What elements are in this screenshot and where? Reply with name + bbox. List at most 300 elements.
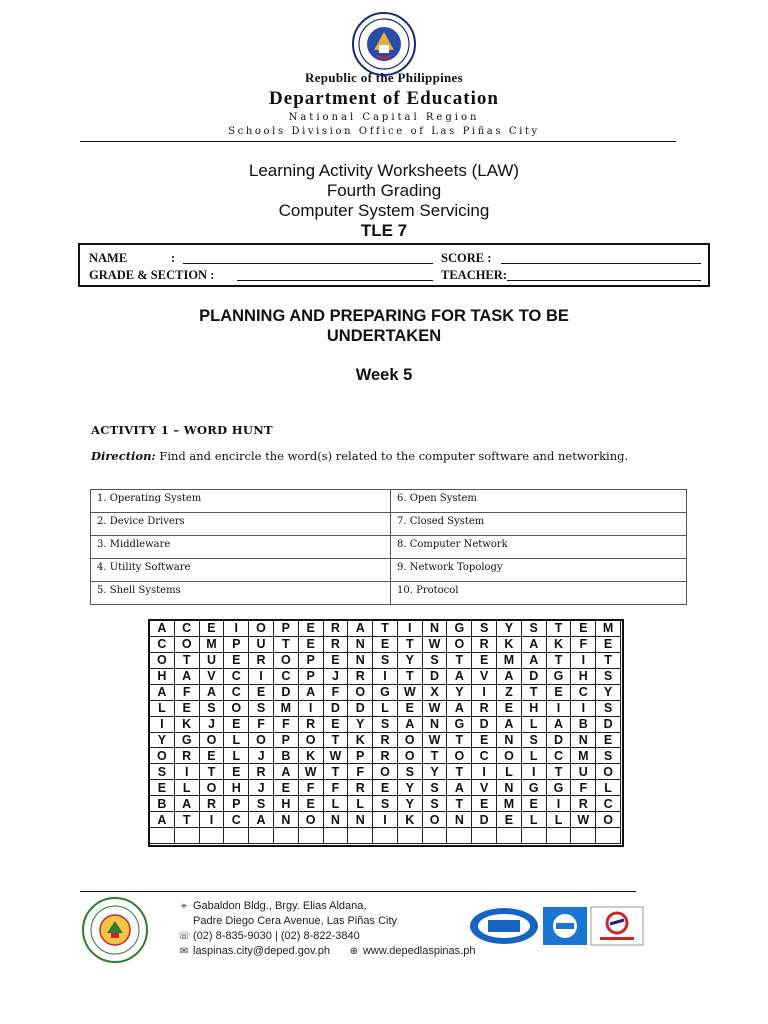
puzzle-letter[interactable]: N (497, 780, 522, 796)
puzzle-letter[interactable]: T (200, 764, 225, 780)
puzzle-letter[interactable]: M (274, 701, 299, 717)
puzzle-letter[interactable]: N (324, 812, 349, 828)
puzzle-letter[interactable]: G (447, 621, 472, 637)
puzzle-letter[interactable]: S (596, 669, 621, 685)
puzzle-letter[interactable]: T (447, 733, 472, 749)
direction-body: Find and encircle the word(s) related to the computer software and networking. (155, 449, 629, 463)
puzzle-letter[interactable]: R (571, 796, 596, 812)
puzzle-letter[interactable]: R (299, 717, 324, 733)
puzzle-letter[interactable]: F (299, 780, 324, 796)
puzzle-letter[interactable]: T (423, 748, 448, 764)
footer-divider (80, 891, 636, 892)
puzzle-letter[interactable]: C (547, 748, 572, 764)
puzzle-letter[interactable] (497, 828, 522, 844)
puzzle-letter[interactable]: S (596, 748, 621, 764)
puzzle-letter[interactable] (150, 828, 175, 844)
puzzle-letter[interactable]: A (175, 796, 200, 812)
puzzle-letter[interactable]: N (423, 621, 448, 637)
puzzle-letter[interactable]: V (472, 669, 497, 685)
name-colon: : (171, 251, 176, 265)
puzzle-letter[interactable]: F (249, 717, 274, 733)
puzzle-letter[interactable] (373, 828, 398, 844)
puzzle-letter[interactable]: Y (348, 717, 373, 733)
puzzle-letter[interactable]: E (324, 717, 349, 733)
deped-seal-logo (352, 12, 416, 76)
puzzle-letter[interactable]: C (224, 685, 249, 701)
puzzle-letter[interactable]: H (522, 701, 547, 717)
puzzle-letter[interactable]: D (274, 685, 299, 701)
word-list-row (91, 490, 687, 513)
puzzle-letter[interactable]: D (472, 717, 497, 733)
puzzle-letter[interactable]: E (299, 621, 324, 637)
puzzle-letter[interactable]: E (249, 685, 274, 701)
footer-contact (178, 899, 475, 959)
puzzle-letter[interactable]: E (299, 637, 324, 653)
puzzle-letter[interactable]: L (522, 717, 547, 733)
puzzle-letter[interactable]: J (249, 748, 274, 764)
puzzle-letter[interactable]: A (150, 621, 175, 637)
puzzle-letter[interactable]: T (547, 621, 572, 637)
puzzle-letter[interactable]: Y (398, 796, 423, 812)
puzzle-letter[interactable] (299, 828, 324, 844)
puzzle-letter[interactable]: V (472, 780, 497, 796)
puzzle-letter[interactable]: E (299, 796, 324, 812)
puzzle-letter[interactable]: U (249, 637, 274, 653)
puzzle-letter[interactable]: L (373, 701, 398, 717)
puzzle-letter[interactable]: E (596, 733, 621, 749)
puzzle-letter[interactable]: X (423, 685, 448, 701)
puzzle-letter[interactable]: E (200, 621, 225, 637)
puzzle-letter[interactable]: M (571, 748, 596, 764)
puzzle-letter[interactable]: K (348, 733, 373, 749)
puzzle-letter[interactable]: E (472, 653, 497, 669)
puzzle-letter[interactable]: E (472, 796, 497, 812)
puzzle-letter[interactable]: G (547, 669, 572, 685)
puzzle-letter[interactable]: I (571, 653, 596, 669)
puzzle-letter[interactable]: D (596, 717, 621, 733)
puzzle-letter[interactable]: T (547, 764, 572, 780)
puzzle-letter[interactable]: S (522, 733, 547, 749)
puzzle-letter[interactable]: N (447, 812, 472, 828)
puzzle-letter[interactable]: O (423, 812, 448, 828)
puzzle-letter[interactable]: A (398, 717, 423, 733)
puzzle-letter[interactable]: E (571, 621, 596, 637)
puzzle-letter[interactable]: Y (497, 621, 522, 637)
puzzle-letter[interactable]: E (596, 637, 621, 653)
puzzle-letter[interactable]: P (299, 669, 324, 685)
puzzle-letter[interactable]: S (423, 653, 448, 669)
puzzle-letter[interactable]: S (373, 717, 398, 733)
puzzle-letter[interactable]: A (348, 621, 373, 637)
puzzle-letter[interactable]: I (150, 717, 175, 733)
puzzle-letter[interactable]: A (200, 685, 225, 701)
puzzle-letter[interactable]: J (249, 780, 274, 796)
puzzle-letter[interactable]: R (472, 637, 497, 653)
puzzle-letter[interactable] (571, 828, 596, 844)
puzzle-letter[interactable]: T (596, 653, 621, 669)
puzzle-letter[interactable]: W (423, 637, 448, 653)
puzzle-letter[interactable]: O (299, 733, 324, 749)
puzzle-letter[interactable]: L (224, 733, 249, 749)
puzzle-letter[interactable]: C (175, 621, 200, 637)
topic-heading-line2: UNDERTAKEN (326, 327, 442, 345)
puzzle-letter[interactable]: R (373, 733, 398, 749)
puzzle-letter[interactable]: W (423, 701, 448, 717)
puzzle-letter[interactable]: A (274, 764, 299, 780)
puzzle-letter[interactable]: Y (423, 764, 448, 780)
puzzle-letter[interactable]: M (596, 621, 621, 637)
puzzle-letter[interactable]: J (200, 717, 225, 733)
header-divider (80, 141, 676, 142)
location-icon: ⌖ (181, 901, 187, 912)
puzzle-letter[interactable]: L (522, 748, 547, 764)
word-list-item: 9. Network Topology (391, 559, 687, 582)
puzzle-letter[interactable]: O (373, 764, 398, 780)
score-label: SCORE : (441, 251, 492, 265)
puzzle-letter[interactable] (200, 828, 225, 844)
puzzle-letter[interactable]: A (150, 685, 175, 701)
puzzle-letter[interactable]: N (571, 733, 596, 749)
puzzle-letter[interactable]: I (299, 701, 324, 717)
puzzle-letter[interactable]: O (596, 812, 621, 828)
puzzle-letter[interactable]: O (447, 748, 472, 764)
puzzle-letter[interactable]: P (224, 796, 249, 812)
puzzle-letter[interactable]: R (175, 748, 200, 764)
word-list-row (91, 513, 687, 536)
puzzle-letter[interactable]: Y (398, 780, 423, 796)
puzzle-letter[interactable]: D (324, 701, 349, 717)
puzzle-letter[interactable]: U (200, 653, 225, 669)
puzzle-letter[interactable]: O (299, 812, 324, 828)
puzzle-letter[interactable]: T (547, 653, 572, 669)
puzzle-letter[interactable]: N (274, 812, 299, 828)
puzzle-letter[interactable]: E (200, 748, 225, 764)
puzzle-letter[interactable]: F (274, 717, 299, 733)
word-list-item: 1. Operating System (91, 490, 391, 513)
puzzle-letter[interactable]: O (398, 748, 423, 764)
puzzle-letter[interactable]: Y (150, 733, 175, 749)
puzzle-letter[interactable]: S (249, 701, 274, 717)
puzzle-letter[interactable]: A (522, 637, 547, 653)
ias-certification-logo (542, 906, 588, 946)
puzzle-letter[interactable]: W (571, 812, 596, 828)
puzzle-letter[interactable]: A (497, 669, 522, 685)
word-list-item: 5. Shell Systems (91, 582, 391, 605)
puzzle-letter[interactable]: I (547, 701, 572, 717)
puzzle-letter[interactable]: A (299, 685, 324, 701)
puzzle-letter[interactable] (472, 828, 497, 844)
puzzle-letter[interactable]: O (200, 780, 225, 796)
puzzle-letter[interactable]: R (249, 653, 274, 669)
puzzle-letter[interactable]: I (522, 764, 547, 780)
direction-label: Direction: (91, 449, 156, 463)
puzzle-letter[interactable]: R (249, 764, 274, 780)
puzzle-letter[interactable]: W (423, 733, 448, 749)
puzzle-letter[interactable]: M (200, 637, 225, 653)
puzzle-letter[interactable] (224, 828, 249, 844)
division-city-schools-logo (82, 897, 148, 963)
puzzle-letter[interactable]: O (596, 764, 621, 780)
puzzle-letter[interactable]: S (423, 796, 448, 812)
puzzle-letter[interactable]: Y (398, 653, 423, 669)
week-label: Week 5 (355, 366, 413, 384)
puzzle-letter[interactable]: S (522, 621, 547, 637)
puzzle-letter[interactable]: B (274, 748, 299, 764)
puzzle-letter[interactable]: O (150, 748, 175, 764)
puzzle-letter[interactable]: R (348, 669, 373, 685)
puzzle-letter[interactable]: O (200, 733, 225, 749)
puzzle-letter[interactable]: C (274, 669, 299, 685)
puzzle-letter[interactable]: D (348, 701, 373, 717)
puzzle-letter[interactable]: Y (596, 685, 621, 701)
puzzle-letter[interactable]: H (571, 669, 596, 685)
puzzle-letter[interactable]: U (571, 764, 596, 780)
puzzle-letter[interactable]: D (423, 669, 448, 685)
puzzle-letter[interactable] (398, 828, 423, 844)
puzzle-letter[interactable]: S (373, 653, 398, 669)
puzzle-letter[interactable]: B (571, 717, 596, 733)
puzzle-letter[interactable]: F (324, 685, 349, 701)
puzzle-letter[interactable]: T (447, 796, 472, 812)
puzzle-letter[interactable]: E (224, 653, 249, 669)
puzzle-letter[interactable]: O (348, 685, 373, 701)
puzzle-letter[interactable]: R (324, 637, 349, 653)
puzzle-letter[interactable]: L (596, 780, 621, 796)
puzzle-letter[interactable]: C (596, 796, 621, 812)
puzzle-letter[interactable]: F (571, 780, 596, 796)
puzzle-letter[interactable]: L (497, 764, 522, 780)
puzzle-letter[interactable]: L (522, 812, 547, 828)
footer-address-line1: Gabaldon Bldg., Brgy. Elias Aldana, (193, 900, 367, 912)
puzzle-letter[interactable]: T (324, 764, 349, 780)
puzzle-letter[interactable] (274, 828, 299, 844)
puzzle-letter[interactable]: S (249, 796, 274, 812)
puzzle-letter[interactable]: C (224, 669, 249, 685)
puzzle-letter[interactable]: O (150, 653, 175, 669)
puzzle-letter[interactable]: E (274, 780, 299, 796)
puzzle-letter[interactable]: D (472, 812, 497, 828)
puzzle-letter[interactable]: E (497, 701, 522, 717)
topic-heading-line1: PLANNING AND PREPARING FOR TASK TO BE (199, 307, 569, 325)
puzzle-letter[interactable]: L (150, 701, 175, 717)
puzzle-letter[interactable]: L (224, 748, 249, 764)
puzzle-letter[interactable]: A (447, 701, 472, 717)
puzzle-letter[interactable]: I (472, 764, 497, 780)
puzzle-letter[interactable]: I (224, 621, 249, 637)
puzzle-letter[interactable]: E (472, 733, 497, 749)
puzzle-letter[interactable]: C (571, 685, 596, 701)
department-heading: Department of Education (269, 88, 499, 109)
puzzle-letter[interactable]: F (348, 764, 373, 780)
puzzle-letter[interactable] (348, 828, 373, 844)
worksheet-title: Learning Activity Worksheets (LAW) (248, 161, 520, 180)
puzzle-letter[interactable] (547, 828, 572, 844)
puzzle-letter[interactable]: W (324, 748, 349, 764)
puzzle-letter[interactable]: O (497, 748, 522, 764)
puzzle-letter[interactable] (423, 828, 448, 844)
puzzle-letter[interactable] (596, 828, 621, 844)
puzzle-letter[interactable] (522, 828, 547, 844)
puzzle-letter[interactable]: M (497, 796, 522, 812)
puzzle-letter[interactable]: C (150, 637, 175, 653)
puzzle-letter[interactable]: P (224, 637, 249, 653)
puzzle-letter[interactable]: F (324, 780, 349, 796)
puzzle-letter[interactable]: G (447, 717, 472, 733)
puzzle-letter[interactable]: V (200, 669, 225, 685)
puzzle-letter[interactable]: E (373, 637, 398, 653)
grading-period: Fourth Grading (326, 181, 442, 200)
puzzle-letter[interactable]: Z (497, 685, 522, 701)
puzzle-letter[interactable]: E (224, 717, 249, 733)
puzzle-letter[interactable]: H (224, 780, 249, 796)
puzzle-letter[interactable]: P (274, 621, 299, 637)
footer-website[interactable]: www.depedlaspinas.ph (362, 945, 476, 957)
puzzle-letter[interactable]: G (175, 733, 200, 749)
puzzle-letter[interactable]: R (373, 748, 398, 764)
puzzle-letter[interactable]: I (472, 685, 497, 701)
puzzle-letter[interactable]: T (175, 653, 200, 669)
puzzle-letter[interactable]: A (522, 653, 547, 669)
puzzle-letter[interactable]: E (324, 653, 349, 669)
puzzle-letter[interactable]: K (299, 748, 324, 764)
puzzle-letter[interactable] (447, 828, 472, 844)
puzzle-letter[interactable]: L (547, 812, 572, 828)
puzzle-letter[interactable]: S (423, 780, 448, 796)
puzzle-letter[interactable]: K (175, 717, 200, 733)
puzzle-letter[interactable]: C (224, 812, 249, 828)
puzzle-letter[interactable]: E (150, 780, 175, 796)
puzzle-letter[interactable]: J (324, 669, 349, 685)
puzzle-letter[interactable] (249, 828, 274, 844)
puzzle-letter[interactable]: B (150, 796, 175, 812)
puzzle-letter[interactable]: S (472, 621, 497, 637)
puzzle-letter[interactable]: G (522, 780, 547, 796)
puzzle-letter[interactable]: H (274, 796, 299, 812)
puzzle-letter[interactable]: A (547, 717, 572, 733)
web-icon: ⊕ (349, 946, 359, 957)
puzzle-letter[interactable]: F (571, 637, 596, 653)
puzzle-letter[interactable]: T (447, 653, 472, 669)
puzzle-letter[interactable]: A (447, 669, 472, 685)
puzzle-letter[interactable]: R (324, 621, 349, 637)
puzzle-letter[interactable]: W (398, 685, 423, 701)
puzzle-letter[interactable]: E (497, 812, 522, 828)
puzzle-letter[interactable]: Y (447, 685, 472, 701)
puzzle-letter[interactable]: T (398, 637, 423, 653)
puzzle-letter[interactable]: T (175, 812, 200, 828)
puzzle-letter[interactable]: A (150, 812, 175, 828)
puzzle-letter[interactable]: T (324, 733, 349, 749)
puzzle-letter[interactable]: O (249, 733, 274, 749)
puzzle-letter[interactable]: E (373, 780, 398, 796)
word-list-item: 10. Protocol (391, 582, 687, 605)
puzzle-letter[interactable]: F (175, 685, 200, 701)
puzzle-letter[interactable]: K (398, 812, 423, 828)
puzzle-letter[interactable]: P (348, 748, 373, 764)
puzzle-letter[interactable]: T (447, 764, 472, 780)
puzzle-letter[interactable]: E (175, 701, 200, 717)
puzzle-letter[interactable]: E (224, 764, 249, 780)
puzzle-letter[interactable]: A (249, 812, 274, 828)
puzzle-letter[interactable]: T (373, 621, 398, 637)
puzzle-letter[interactable]: T (274, 637, 299, 653)
puzzle-letter[interactable]: L (175, 780, 200, 796)
footer-email[interactable]: laspinas.city@deped.gov.ph (193, 945, 330, 957)
puzzle-letter[interactable]: O (224, 701, 249, 717)
puzzle-letter[interactable] (324, 828, 349, 844)
puzzle-letter[interactable]: D (547, 733, 572, 749)
puzzle-letter[interactable]: N (348, 812, 373, 828)
puzzle-letter[interactable]: I (249, 669, 274, 685)
puzzle-letter[interactable]: E (547, 685, 572, 701)
puzzle-letter[interactable]: G (547, 780, 572, 796)
puzzle-letter[interactable]: K (547, 637, 572, 653)
puzzle-letter[interactable]: S (373, 796, 398, 812)
puzzle-letter[interactable]: I (200, 812, 225, 828)
puzzle-letter[interactable]: O (249, 621, 274, 637)
grade-section-label: GRADE & SECTION : (89, 268, 215, 282)
puzzle-letter[interactable]: N (348, 637, 373, 653)
puzzle-letter[interactable]: R (348, 780, 373, 796)
puzzle-letter[interactable]: E (398, 701, 423, 717)
puzzle-letter[interactable]: T (398, 669, 423, 685)
puzzle-letter[interactable]: O (447, 637, 472, 653)
puzzle-letter[interactable]: O (175, 637, 200, 653)
puzzle-letter[interactable]: P (299, 653, 324, 669)
word-list-row (91, 559, 687, 582)
puzzle-letter[interactable]: S (596, 701, 621, 717)
puzzle-letter[interactable]: M (497, 653, 522, 669)
puzzle-letter[interactable]: S (398, 764, 423, 780)
puzzle-letter[interactable]: S (150, 764, 175, 780)
puzzle-letter[interactable]: H (150, 669, 175, 685)
puzzle-letter[interactable]: T (522, 685, 547, 701)
puzzle-letter[interactable]: I (373, 812, 398, 828)
puzzle-letter[interactable]: L (348, 796, 373, 812)
puzzle-letter[interactable]: N (423, 717, 448, 733)
activity-title: ACTIVITY 1 – WORD HUNT (91, 423, 273, 437)
puzzle-letter[interactable]: W (299, 764, 324, 780)
puzzle-letter[interactable]: G (373, 685, 398, 701)
puzzle-letter[interactable]: A (175, 669, 200, 685)
word-list-item: 4. Utility Software (91, 559, 391, 582)
puzzle-letter[interactable]: R (200, 796, 225, 812)
puzzle-letter[interactable]: N (497, 733, 522, 749)
word-list-row (91, 536, 687, 559)
puzzle-letter[interactable]: I (175, 764, 200, 780)
puzzle-letter[interactable]: I (547, 796, 572, 812)
puzzle-letter[interactable]: R (472, 701, 497, 717)
puzzle-letter[interactable]: S (200, 701, 225, 717)
puzzle-letter[interactable]: D (522, 669, 547, 685)
republic-heading: Republic of the Philippines (305, 70, 463, 85)
puzzle-letter[interactable]: A (447, 780, 472, 796)
puzzle-letter[interactable]: E (522, 796, 547, 812)
puzzle-letter[interactable]: I (398, 621, 423, 637)
email-icon: ✉ (179, 946, 189, 957)
puzzle-letter[interactable]: O (274, 653, 299, 669)
puzzle-letter[interactable]: P (274, 733, 299, 749)
puzzle-letter[interactable]: C (472, 748, 497, 764)
puzzle-letter[interactable]: N (348, 653, 373, 669)
puzzle-letter[interactable]: I (373, 669, 398, 685)
puzzle-letter[interactable] (175, 828, 200, 844)
puzzle-letter[interactable]: A (497, 717, 522, 733)
puzzle-letter[interactable]: L (324, 796, 349, 812)
puzzle-letter[interactable]: O (398, 733, 423, 749)
puzzle-letter[interactable]: K (497, 637, 522, 653)
puzzle-letter[interactable]: I (571, 701, 596, 717)
